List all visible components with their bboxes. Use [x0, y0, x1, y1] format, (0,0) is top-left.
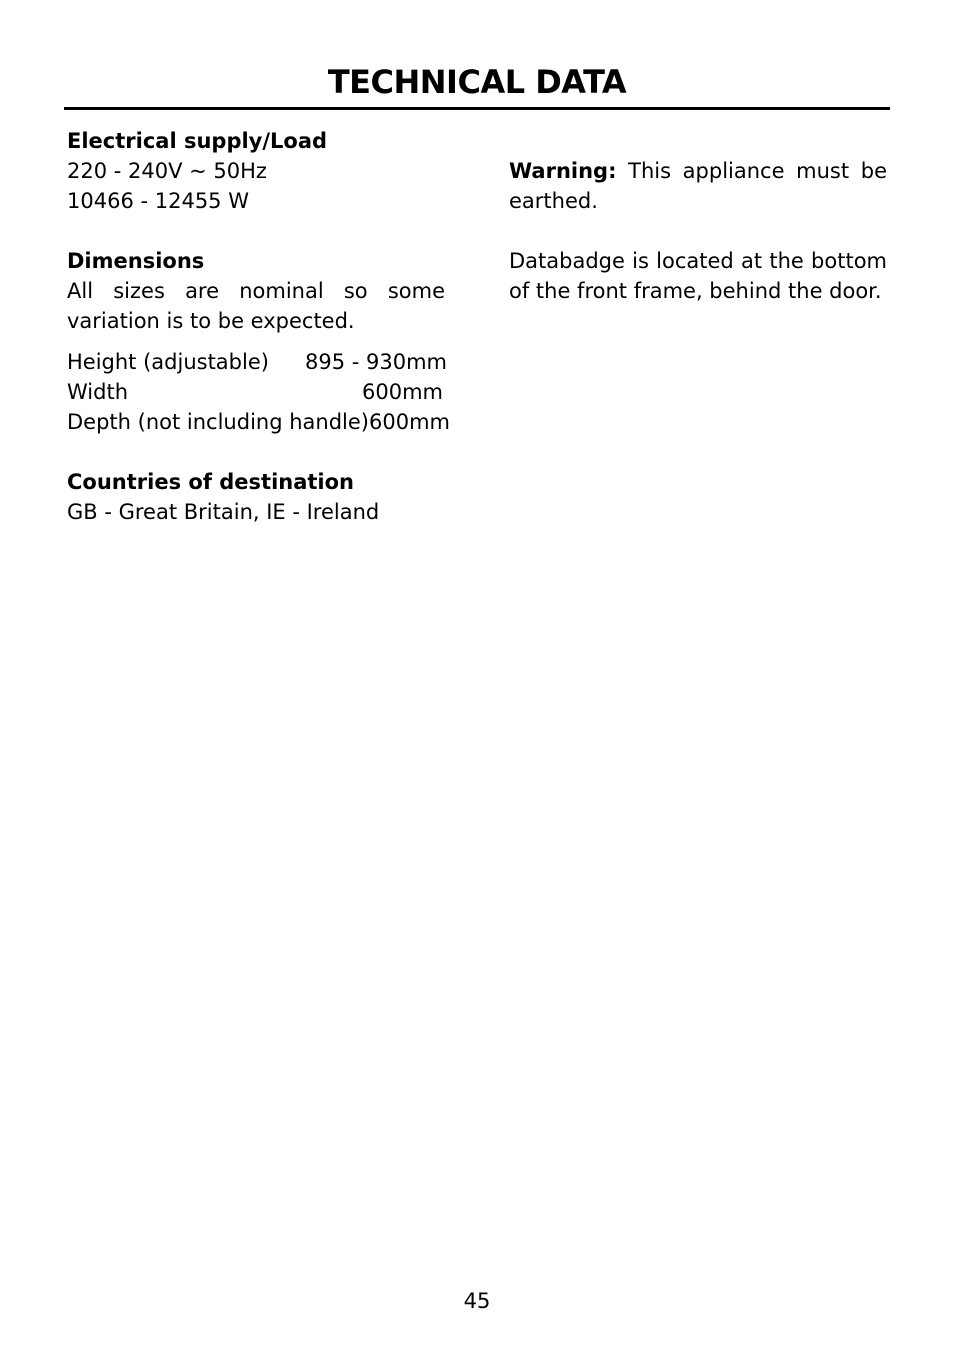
- dimension-label: Height (adjustable): [67, 350, 269, 374]
- right-column: [509, 156, 887, 306]
- dimensions-heading: Dimensions: [67, 249, 205, 273]
- electrical-load: 10466 - 12455 W: [67, 189, 249, 213]
- page-title: TECHNICAL DATA: [327, 63, 627, 101]
- dimension-label: Depth (not including handle): [67, 410, 369, 434]
- countries-text: GB - Great Britain, IE - Ireland: [67, 500, 380, 524]
- warning-label: Warning:: [509, 159, 617, 183]
- dimension-row-height: [67, 347, 447, 377]
- dimension-row-width: [67, 377, 443, 407]
- dimension-value: 600mm: [362, 380, 443, 404]
- databadge-text: Databadge is located at the bottom of the front frame, behind the door.: [509, 249, 887, 303]
- dimension-label: Width: [67, 380, 129, 404]
- electrical-voltage: 220 - 240V ~ 50Hz: [67, 159, 267, 183]
- warning-paragraph: [509, 156, 887, 216]
- dimension-row-depth: [67, 407, 450, 437]
- countries-heading: Countries of destination: [67, 470, 355, 494]
- warning-text: This appliance must be earthed.: [509, 159, 887, 213]
- page-number: 45: [463, 1289, 491, 1313]
- dimension-value: 600mm: [368, 410, 450, 434]
- dimensions-note: All sizes are nominal so some variation is to be expected.: [67, 279, 445, 333]
- dimension-value: 895 - 930mm: [304, 350, 447, 374]
- title-rule: [64, 107, 890, 110]
- left-column: [67, 126, 450, 527]
- electrical-heading: Electrical supply/Load: [67, 129, 328, 153]
